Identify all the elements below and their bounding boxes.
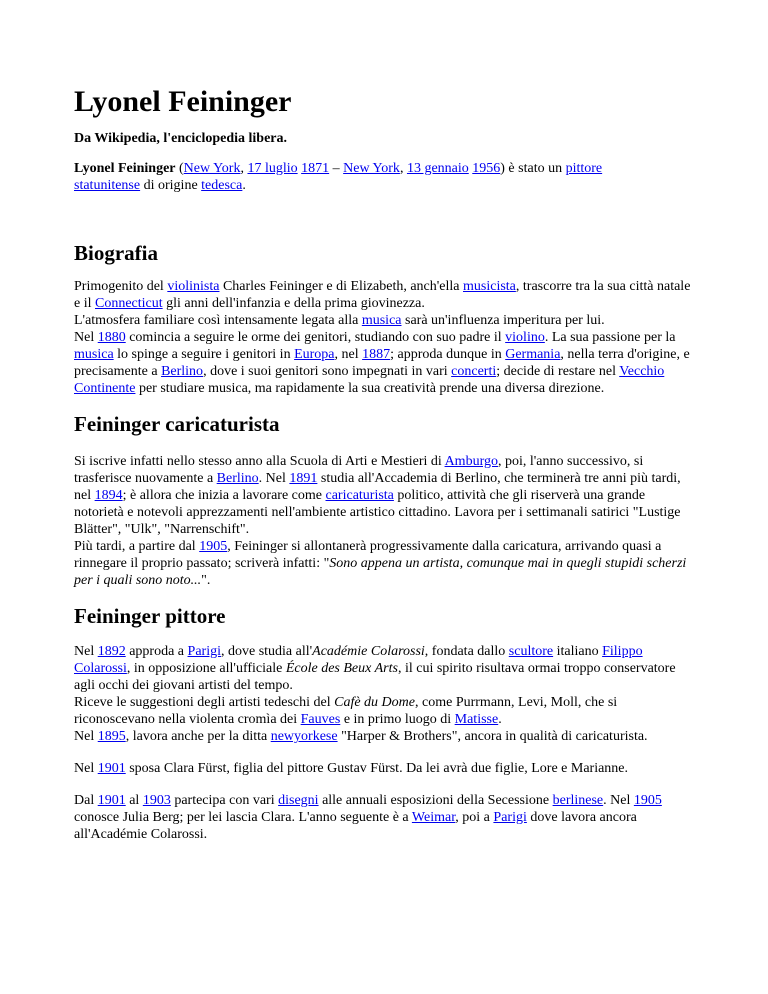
link-1887[interactable]: 1887 (362, 347, 391, 362)
link-1894[interactable]: 1894 (94, 488, 123, 503)
link-1871[interactable]: 1871 (301, 161, 330, 176)
cafe-name: Cafè du Dome (334, 695, 415, 710)
tagline: Da Wikipedia, l'enciclopedia libera. (74, 131, 288, 146)
link-17-luglio[interactable]: 17 luglio (247, 161, 298, 176)
link-new-york[interactable]: New York (183, 161, 241, 176)
academie-name: Académie Colarossi (312, 644, 425, 659)
link-parigi[interactable]: Parigi (493, 810, 527, 825)
link-musica[interactable]: musica (361, 313, 402, 328)
link-vecchio-continente[interactable]: Vecchio Continente (74, 364, 665, 396)
link-filippo-colarossi[interactable]: Filippo Colarossi (74, 644, 643, 676)
link-1892[interactable]: 1892 (97, 644, 126, 659)
biografia-paragraph: Primogenito del violinista Charles Feininger e di Elizabeth, anch'ella musicista, trascorre tra la sua città natale e il Connecticut gli anni dell'infanzia e della prima giovinezza. L'atmosfera familiare così intensamente legata alla musica sarà un'influenza imperitura per lui. Nel 1880 comincia a seguire le orme dei genitori, studiando con suo padre il violino. La sua passione per la musica lo spinge a seguire i genitori in Europa, nel 1887; approda dunque in Germania, nella terra d'origine, e precisamente a Berlino, dove i suoi genitori sono impegnati in vari concerti; decide di restare nel Vecchio Continente per studiare musica, ma rapidamente la sua creatività prende una diversa direzione. (74, 279, 691, 396)
link-new-york[interactable]: New York (343, 161, 400, 176)
link-1905[interactable]: 1905 (199, 539, 228, 554)
link-berlinese[interactable]: berlinese (552, 793, 604, 808)
caricaturista-paragraph: Si iscrive infatti nello stesso anno alla Scuola di Arti e Mestieri di Amburgo, poi, l'anno successivo, si trasferisce nuovamente a Berlino. Nel 1891 studia all'Accademia di Berlino, che terminerà tre anni più tardi, nel 1894; è allora che inizia a lavorare come caricaturista politico, attività che gli riserverà una grande notorietà e notevoli apprezzamenti nell'ambiente artistico cittadino. Lavora per i settimanali satirici "Lustige Blätter", "Ulk", "Narrenschift". Più tardi, a partire dal 1905, Feininger si allontanerà progressivamente dalla caricatura, arrivando quasi a rinnegare il proprio passato; scriverà infatti: "Sono appena un artista, comunque mai in quegli stupidi scherzi per i quali sono noto...". (74, 454, 687, 588)
link-1891[interactable]: 1891 (289, 471, 318, 486)
link-13-gennaio[interactable]: 13 gennaio (406, 161, 469, 176)
link-concerti[interactable]: concerti (451, 364, 497, 379)
link-musica[interactable]: musica (74, 347, 114, 362)
link-europa[interactable]: Europa (294, 347, 335, 362)
intro-paragraph: Lyonel Feininger (New York, 17 luglio 1871 – New York, 13 gennaio 1956) è stato un pittore statunitense di origine tedesca. (74, 161, 603, 193)
link-1895[interactable]: 1895 (97, 729, 126, 744)
link-amburgo[interactable]: Amburgo (444, 454, 498, 469)
link-berlino[interactable]: Berlino (161, 364, 204, 379)
link-tedesca[interactable]: tedesca (201, 178, 243, 193)
link-pittore[interactable]: pittore (565, 161, 603, 176)
subject-name: Lyonel Feininger (74, 161, 176, 176)
page-title: Lyonel Feininger (74, 85, 292, 118)
pittore-paragraph-1: Nel 1892 approda a Parigi, dove studia all'Académie Colarossi, fondata dallo scultore italiano Filippo Colarossi, in opposizione all'ufficiale École des Beux Arts, il cui spirito risultava ormai troppo conservatore agli occhi dei giovani artisti del tempo. Riceve le suggestioni degli artisti tedeschi del Cafè du Dome, come Purrmann, Levi, Moll, che si riconoscevano nella violenta cromìa dei Fauves e in primo luogo di Matisse. Nel 1895, lavora anche per la ditta newyorkese "Harper & Brothers", ancora in qualità di caricaturista. (74, 644, 676, 744)
link-disegni[interactable]: disegni (278, 793, 319, 808)
quote-text: Sono appena un artista, comunque mai in quegli stupidi scherzi per i quali sono noto... (74, 556, 687, 588)
link-violinista[interactable]: violinista (167, 279, 220, 294)
link-1880[interactable]: 1880 (97, 330, 126, 345)
link-berlino[interactable]: Berlino (216, 471, 259, 486)
link-matisse[interactable]: Matisse (454, 712, 499, 727)
link-1905[interactable]: 1905 (633, 793, 662, 808)
link-newyorkese[interactable]: newyorkese (270, 729, 338, 744)
heading-caricaturista: Feininger caricaturista (74, 412, 280, 436)
link-1901[interactable]: 1901 (97, 793, 126, 808)
link-parigi[interactable]: Parigi (187, 644, 221, 659)
pittore-paragraph-3: Dal 1901 al 1903 partecipa con vari disegni alle annuali esposizioni della Secessione berlinese. Nel 1905 conosce Julia Berg; per lei lascia Clara. L'anno seguente è a Weimar, poi a Parigi dove lavora ancora all'Académie Colarossi. (74, 793, 662, 842)
link-1903[interactable]: 1903 (142, 793, 171, 808)
link-connecticut[interactable]: Connecticut (95, 296, 163, 311)
link-caricaturista[interactable]: caricaturista (325, 488, 394, 503)
heading-pittore: Feininger pittore (74, 604, 226, 628)
pittore-paragraph-2: Nel 1901 sposa Clara Fürst, figlia del pittore Gustav Fürst. Da lei avrà due figlie, Lore e Marianne. (74, 761, 629, 776)
heading-biografia: Biografia (74, 241, 158, 265)
link-scultore[interactable]: scultore (508, 644, 554, 659)
link-1901[interactable]: 1901 (97, 761, 126, 776)
link-musicista[interactable]: musicista (463, 279, 516, 294)
ecole-name: École des Beux Arts (285, 661, 398, 676)
link-1956[interactable]: 1956 (472, 161, 501, 176)
link-germania[interactable]: Germania (505, 347, 561, 362)
link-fauves[interactable]: Fauves (300, 712, 341, 727)
link-violino[interactable]: violino (505, 330, 545, 345)
link-weimar[interactable]: Weimar (411, 810, 456, 825)
link-statunitense[interactable]: statunitense (74, 178, 141, 193)
